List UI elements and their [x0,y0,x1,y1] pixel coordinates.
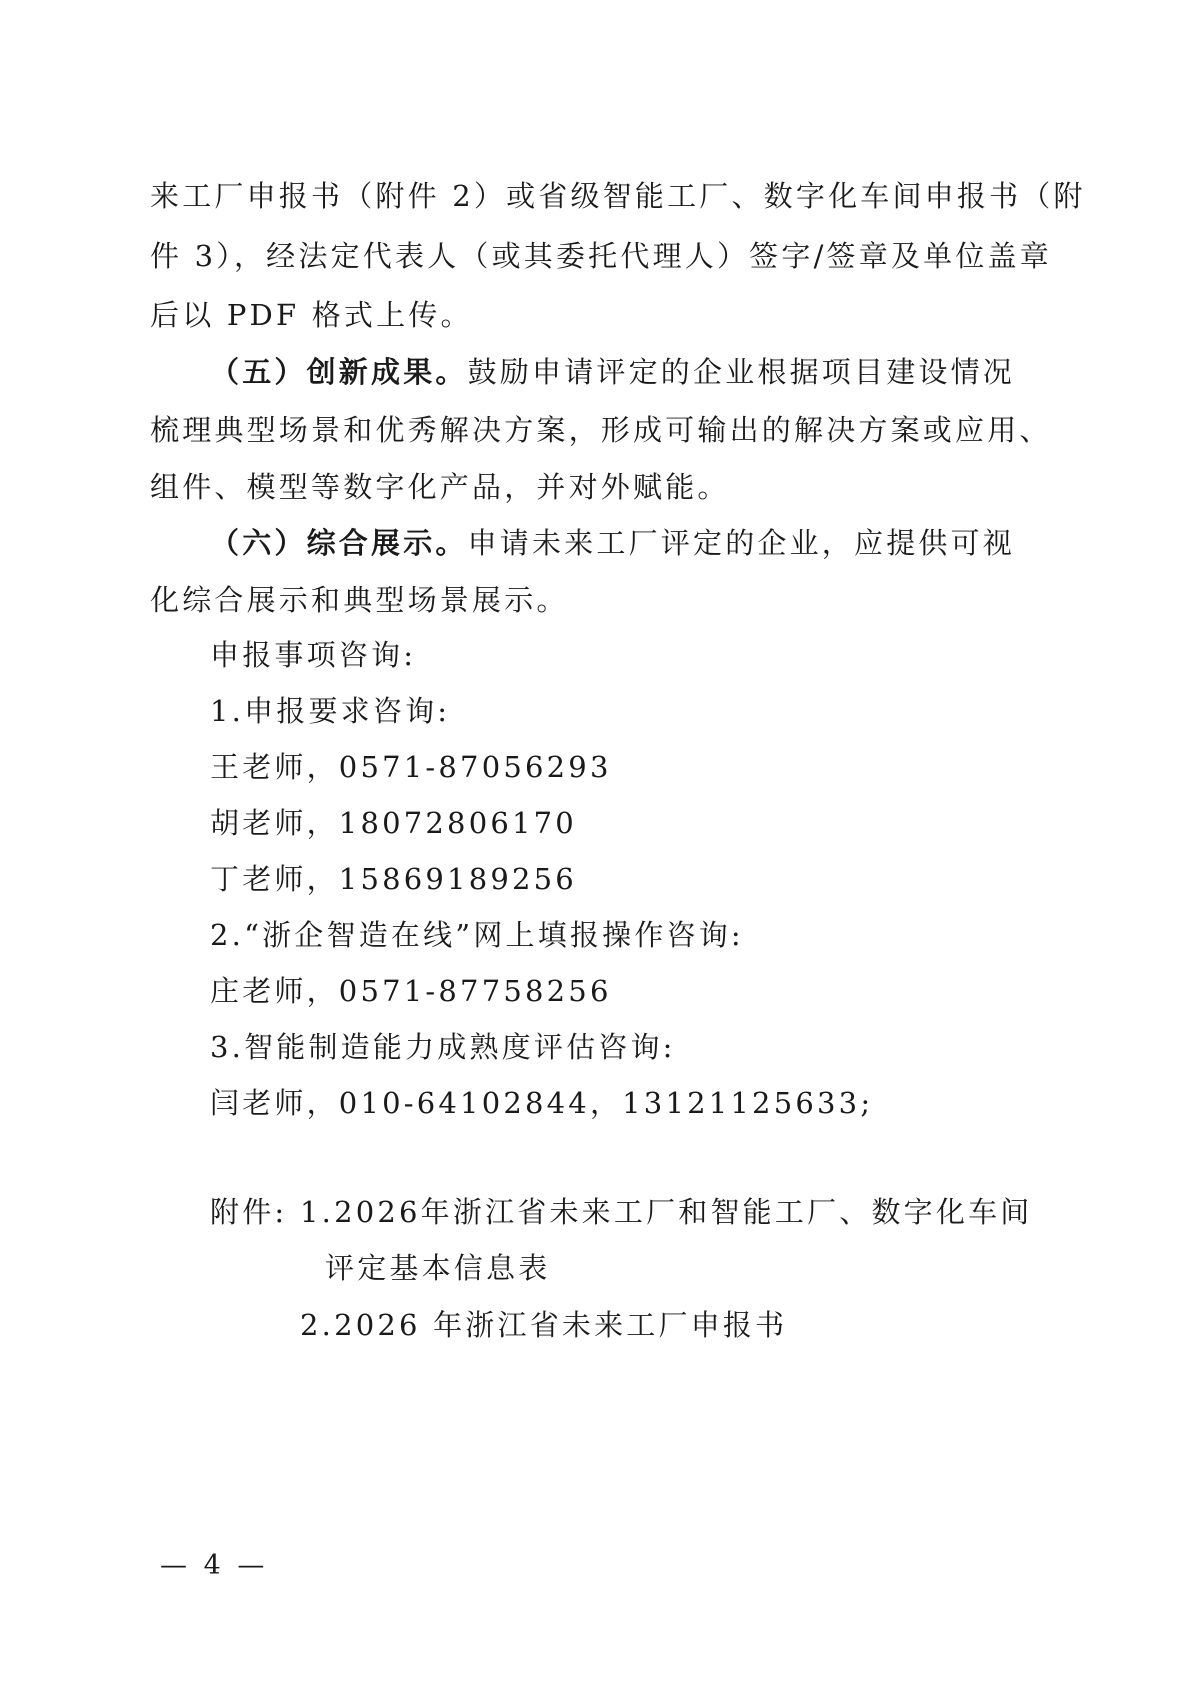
consult-contact: 闫老师，010-64102844，13121125633; [210,1086,874,1120]
consult-title: 申报事项咨询: [210,638,417,672]
consult-contact: 王老师，0571-87056293 [210,750,612,784]
para3-line1 [210,523,1015,563]
section-heading-6: （六）综合展示。 [210,526,468,560]
para2-line2: 梳理典型场景和优秀解决方案，形成可输出的解决方案或应用、 [150,413,1052,447]
para2-line1 [210,352,1015,392]
consult-contact: 庄老师，0571-87758256 [210,974,612,1008]
consult-item3-title: 3.智能制造能力成熟度评估咨询: [210,1030,676,1064]
para1-line3: 后以 PDF 格式上传。 [150,298,473,332]
consult-item2-title: 2.“浙企智造在线”网上填报操作咨询: [210,918,744,952]
consult-item1-title: 1.申报要求咨询: [210,694,451,728]
para3-line1-text: 申请未来工厂评定的企业，应提供可视 [467,526,1016,560]
para2-line1-text: 鼓励申请评定的企业根据项目建设情况 [467,355,1016,389]
para2-line3: 组件、模型等数字化产品，并对外赋能。 [150,470,730,504]
para3-line2: 化综合展示和典型场景展示。 [150,583,569,617]
page-number: — 4 — [160,1550,269,1581]
attachment-item-2: 2.2026 年浙江省未来工厂申报书 [300,1308,788,1342]
consult-contact: 胡老师，18072806170 [210,806,577,840]
para1-line2: 件 3），经法定代表人（或其委托代理人）签字/签章及单位盖章 [150,239,1052,273]
para1-line1: 来工厂申报书（附件 2）或省级智能工厂、数字化车间申报书（附 [150,179,1086,213]
consult-contact: 丁老师，15869189256 [210,862,577,896]
attachments-label: 附件: [210,1195,288,1229]
attachment-item-1-line2: 评定基本信息表 [325,1251,551,1285]
attachment-item-1-line1: 1.2026年浙江省未来工厂和智能工厂、数字化车间 [300,1195,1033,1229]
section-heading-5: （五）创新成果。 [210,355,468,389]
